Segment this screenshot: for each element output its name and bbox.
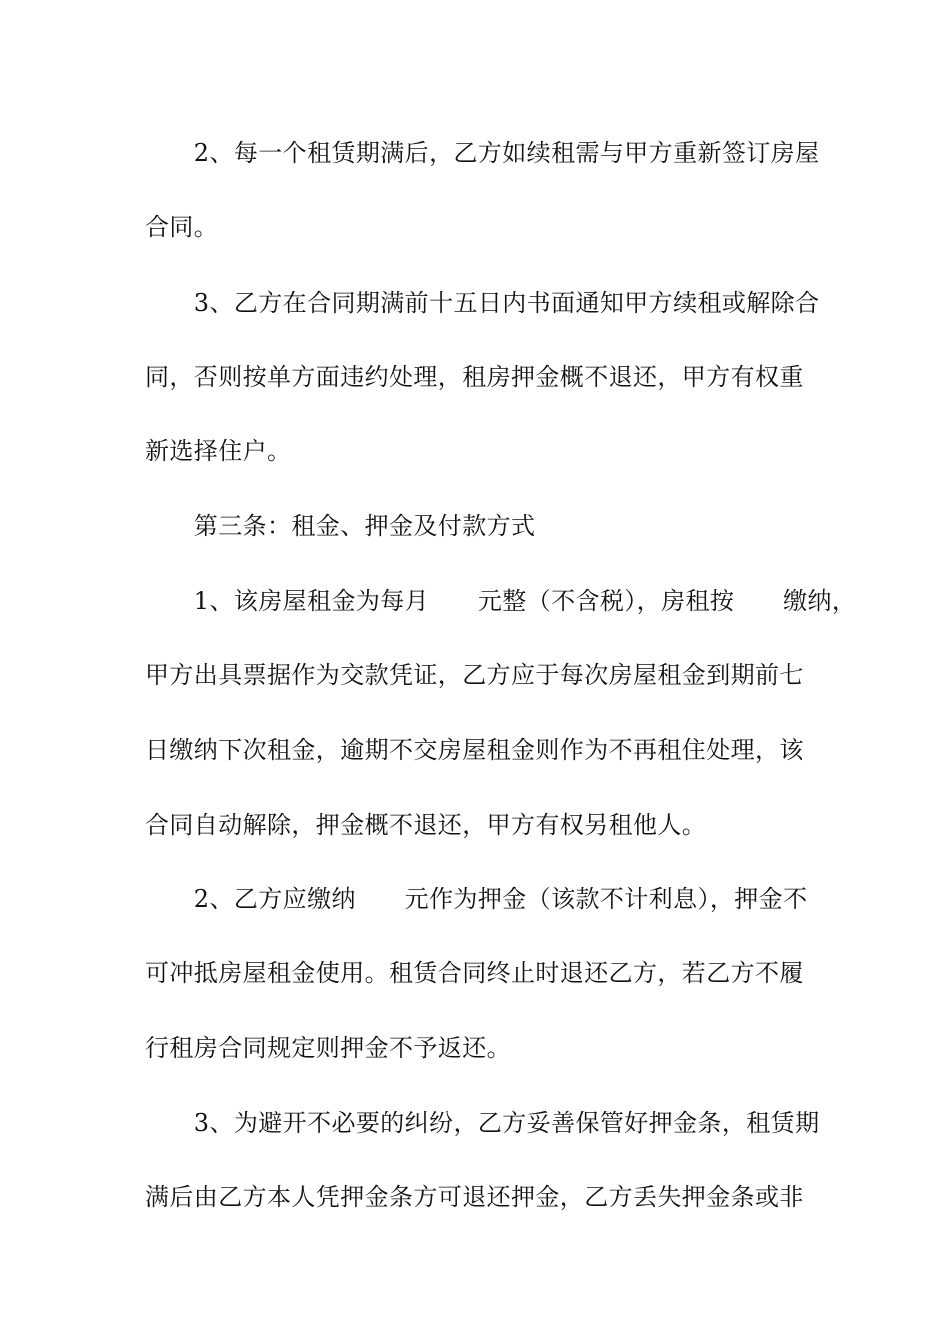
text-line: 3、为避开不必要的纠纷，乙方妥善保管好押金条，租赁期 <box>145 1109 820 1137</box>
text-line: 2、乙方应缴纳 元作为押金（该款不计利息），押金不 <box>145 885 808 913</box>
text-line: 3、乙方在合同期满前十五日内书面通知甲方续租或解除合 <box>145 289 820 317</box>
text-line: 甲方出具票据作为交款凭证，乙方应于每次房屋租金到期前七 <box>145 661 804 689</box>
text-line: 满后由乙方本人凭押金条方可退还押金，乙方丢失押金条或非 <box>145 1183 804 1211</box>
section-heading: 第三条：租金、押金及付款方式 <box>145 512 536 540</box>
text-line: 合同。 <box>145 213 219 241</box>
text-line: 日缴纳下次租金，逾期不交房屋租金则作为不再租住处理，该 <box>145 736 804 764</box>
text-line: 行租房合同规定则押金不予返还。 <box>145 1034 511 1062</box>
text-line: 2、每一个租赁期满后，乙方如续租需与甲方重新签订房屋 <box>145 139 820 167</box>
text-line: 新选择住户。 <box>145 437 292 465</box>
text-line: 1、该房屋租金为每月 元整（不含税），房租按 缴纳， <box>145 587 857 615</box>
text-line: 合同自动解除，押金概不退还，甲方有权另租他人。 <box>145 811 707 839</box>
text-line: 同，否则按单方面违约处理，租房押金概不退还，甲方有权重 <box>145 363 804 391</box>
text-line: 可冲抵房屋租金使用。租赁合同终止时退还乙方，若乙方不履 <box>145 959 804 987</box>
